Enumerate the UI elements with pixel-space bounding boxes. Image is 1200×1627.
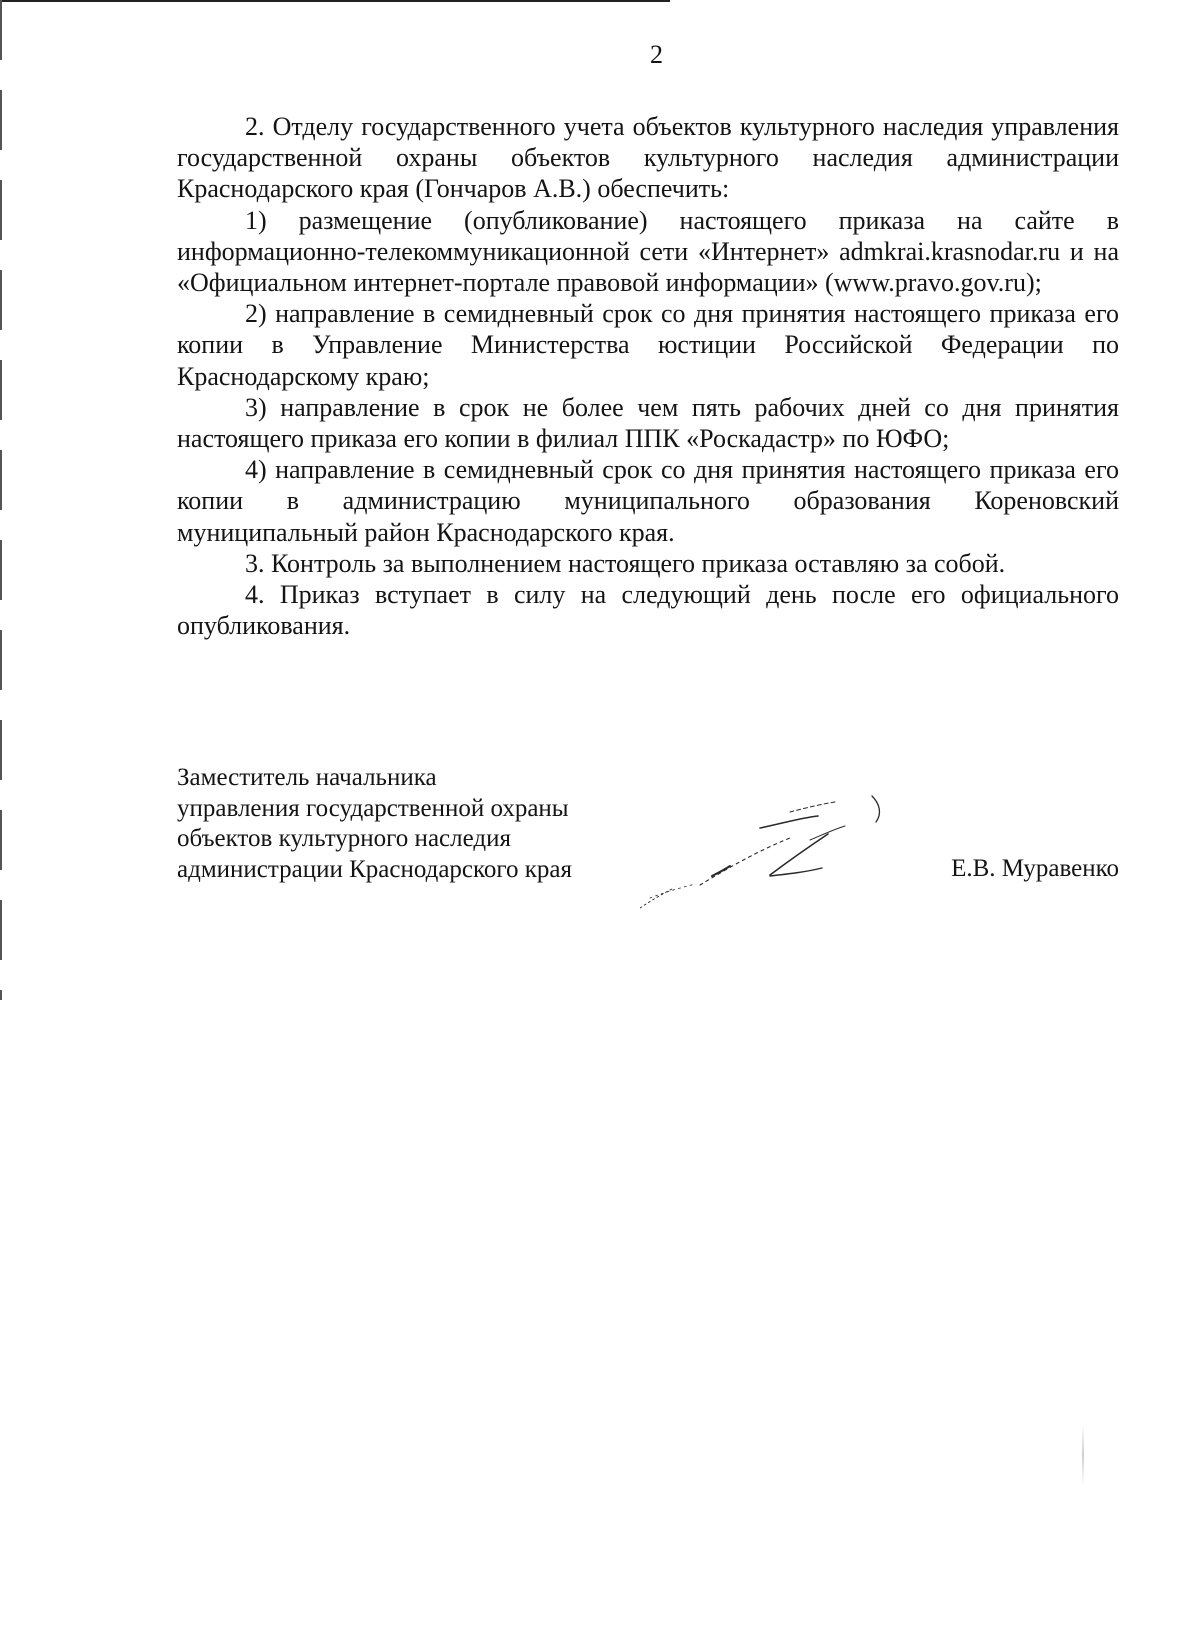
signatory-position-line: управления государственной охраны	[177, 794, 569, 822]
document-body	[177, 111, 1119, 641]
paragraph-subitem-4: 4) направление в семидневный срок со дня принятия настоящего приказа его копии в администрацию муниципального образования Кореновский муниципальный район Краснодарского края.	[177, 455, 1119, 547]
scan-edge-left	[0, 0, 2, 1000]
signatory-position-line: администрации Краснодарского края	[177, 855, 573, 883]
paragraph-item-2: 2. Отделу государственного учета объектов культурного наследия управления государственной охраны объектов культурного наследия администрации Краснодарского края (Гончаров А.В.) обеспечить:	[177, 112, 1119, 204]
paragraph-subitem-1: 1) размещение (опубликование) настоящего приказа на сайте в информационно-телекоммуникационной сети «Интернет» admkrai.krasnodar.ru и на «Официальном интернет-портале правовой информации» (www.pravo.gov.ru);	[177, 205, 1119, 298]
signatory-name: Е.В. Муравенко	[951, 855, 1119, 882]
signatory-position-line: Заместитель начальника	[177, 764, 437, 791]
paragraph-item-4: 4. Приказ вступает в силу на следующий день после его официального опубликования.	[177, 580, 1119, 641]
paragraph-subitem-2: 2) направление в семидневный срок со дня принятия настоящего приказа его копии в Управление Министерства юстиции Российской Федерации по Краснодарскому краю;	[177, 299, 1119, 391]
signatory-position	[177, 763, 572, 885]
scan-artifact	[1082, 1425, 1084, 1485]
signatory-position-line: объектов культурного наследия	[177, 825, 511, 852]
scan-edge-top	[0, 0, 1200, 2]
paragraph-item-3: 3. Контроль за выполнением настоящего приказа оставляю за собой.	[245, 548, 1006, 578]
page-number: 2	[650, 40, 663, 69]
paragraph-subitem-3: 3) направление в срок не более чем пять рабочих дней со дня принятия настоящего приказа его копии в филиал ППК «Роскадастр» по ЮФО;	[177, 392, 1119, 454]
handwritten-signature	[640, 790, 940, 940]
